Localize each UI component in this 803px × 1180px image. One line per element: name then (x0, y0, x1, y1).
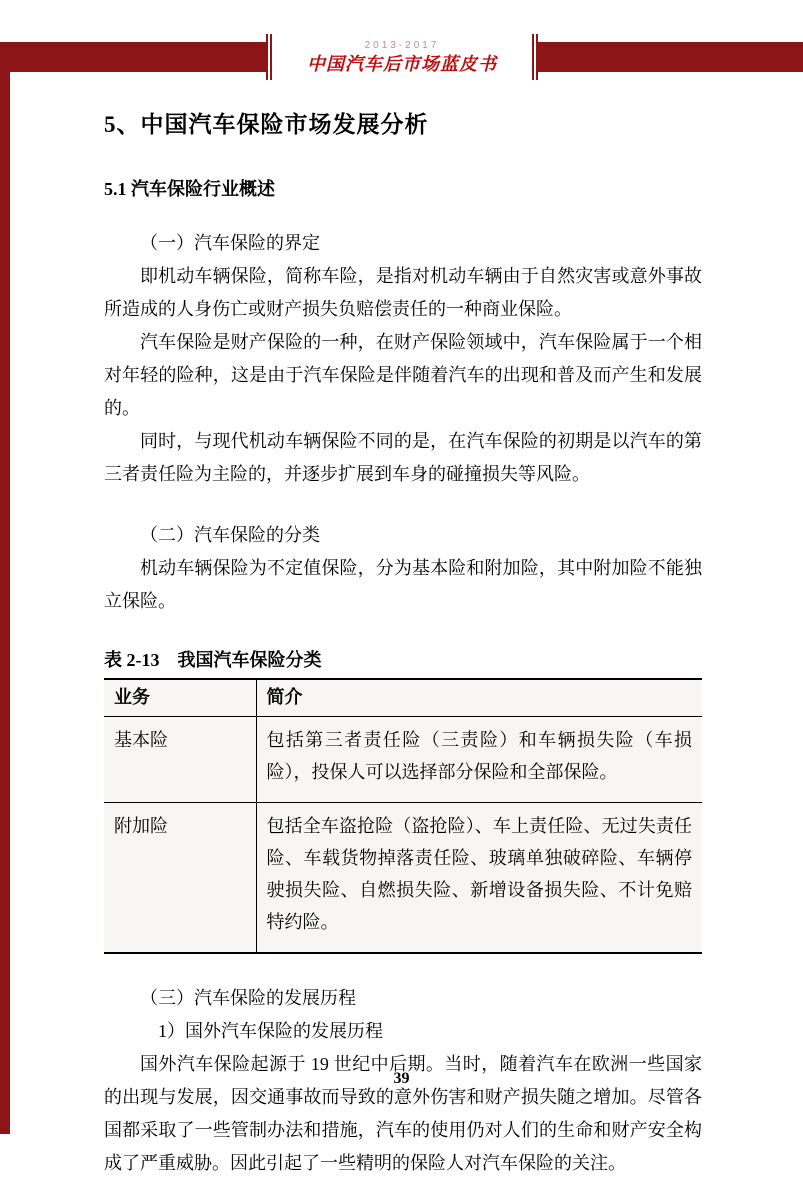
left-margin-band (0, 42, 10, 1134)
table-row-additional (104, 803, 702, 954)
subsection-heading-definition: （一）汽车保险的界定 (140, 233, 320, 253)
column-header-business: 业务 (104, 679, 256, 717)
paragraph-definition-3: 同时，与现代机动车辆保险不同的是，在汽车保险的初期是以汽车的第三者责任险为主险的，并逐步扩展到车身的碰撞损失等风险。 (104, 431, 702, 484)
header-logo-box (266, 34, 538, 80)
cell-business-additional: 附加险 (114, 816, 168, 836)
paragraph-classification: 机动车辆保险为不定值保险，分为基本险和附加险，其中附加险不能独立保险。 (104, 558, 702, 611)
chapter-title: 5、中国汽车保险市场发展分析 (104, 112, 429, 137)
page-number: 39 (393, 1070, 410, 1087)
paragraph-definition-2: 汽车保险是财产保险的一种，在财产保险领域中，汽车保险属于一个相对年轻的险种，这是由于汽车保险是伴随着汽车的出现和普及而产生和发展的。 (104, 332, 702, 418)
subsection-heading-history: （三）汽车保险的发展历程 (140, 988, 356, 1008)
section-title: 5.1 汽车保险行业概述 (104, 179, 275, 199)
insurance-classification-table (104, 678, 702, 954)
subsection-item-foreign-history: 1）国外汽车保险的发展历程 (158, 1021, 383, 1041)
paragraph-definition-1: 即机动车辆保险，简称车险，是指对机动车辆由于自然灾害或意外事故所造成的人身伤亡或财产损失负赔偿责任的一种商业保险。 (104, 266, 702, 319)
cell-business-basic: 基本险 (104, 717, 256, 803)
cell-intro-basic: 包括第三者责任险（三责险）和车辆损失险（车损险），投保人可以选择部分保险和全部保险。 (256, 717, 702, 803)
cell-intro-additional: 包括全车盗抢险（盗抢险）、车上责任险、无过失责任险、车载货物掉落责任险、玻璃单独破碎险、车辆停驶损失险、自燃损失险、新增设备损失险、不计免赔特约险。 (256, 803, 702, 954)
table-header-row (104, 679, 702, 717)
column-header-intro: 简介 (256, 679, 702, 717)
table-row-basic (104, 717, 702, 803)
paragraph-history: 国外汽车保险起源于 19 世纪中后期。当时，随着汽车在欧洲一些国家的出现与发展，因交通事故而导致的意外伤害和财产损失随之增加。尽管各国都采取了一些管制办法和措施，汽车的使用仍对人们的生命和财产安全构成了严重威胁。因此引起了一些精明的保险人对汽车保险的关注。 (104, 1054, 702, 1173)
header-years: 2013-2017 (364, 39, 440, 51)
table-caption: 表 2-13 我国汽车保险分类 (104, 650, 322, 670)
header-book-title: 中国汽车后市场蓝皮书 (307, 53, 497, 74)
page-content (104, 106, 702, 1180)
subsection-heading-classification: （二）汽车保险的分类 (140, 525, 320, 545)
